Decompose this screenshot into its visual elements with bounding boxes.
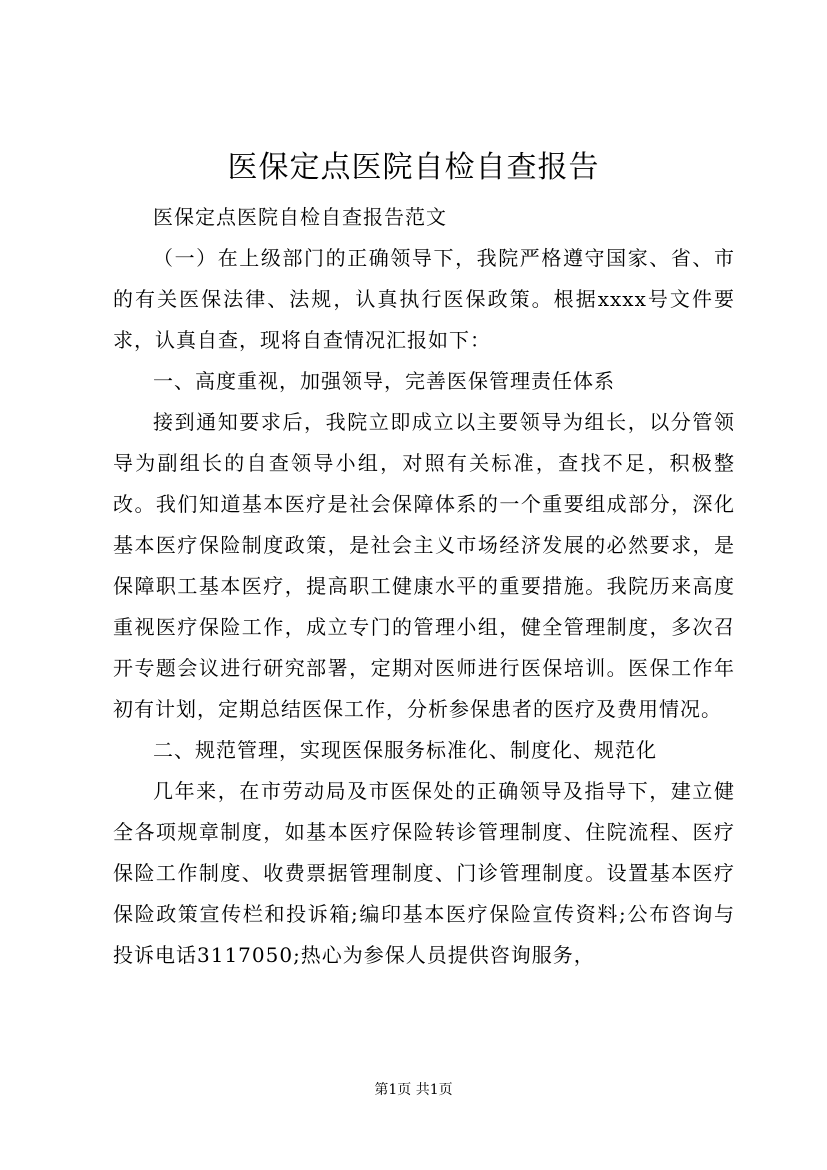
page-footer: 第1页 共1页 (374, 1082, 453, 1098)
section-2-paragraph: 几年来，在市劳动局及市医保处的正确领导及指导下，建立健全各项规章制度，如基本医疗保险转诊管理制度、住院流程、医疗保险工作制度、收费票据管理制度、门诊管理制度。设置基本医疗保险政策宣传栏和投诉箱;编印基本医疗保险宣传资料;公布咨询与投诉电话3117050;热心为参保人员提供咨询服务， (113, 779, 735, 967)
subtitle-paragraph: 医保定点医院自检自查报告范文 (153, 205, 447, 229)
document-body (113, 197, 735, 976)
intro-paragraph: （一）在上级部门的正确领导下，我院严格遵守国家、省、市的有关医保法律、法规，认真执行医保政策。根据xxxx号文件要求，认真自查，现将自查情况汇报如下： (113, 246, 735, 352)
section-heading-1: 一、高度重视，加强领导，完善医保管理责任体系 (153, 369, 615, 393)
document-title: 医保定点医院自检自查报告 (227, 150, 600, 185)
section-heading-2: 二、规范管理，实现医保服务标准化、制度化、规范化 (153, 738, 657, 762)
section-1-paragraph: 接到通知要求后，我院立即成立以主要领导为组长，以分管领导为副组长的自查领导小组，对照有关标准，查找不足，积极整改。我们知道基本医疗是社会保障体系的一个重要组成部分，深化基本医疗保险制度政策，是社会主义市场经济发展的必然要求，是保障职工基本医疗，提高职工健康水平的重要措施。我院历来高度重视医疗保险工作，成立专门的管理小组，健全管理制度，多次召开专题会议进行研究部署，定期对医师进行医保培训。医保工作年初有计划，定期总结医保工作，分析参保患者的医疗及费用情况。 (113, 410, 735, 721)
